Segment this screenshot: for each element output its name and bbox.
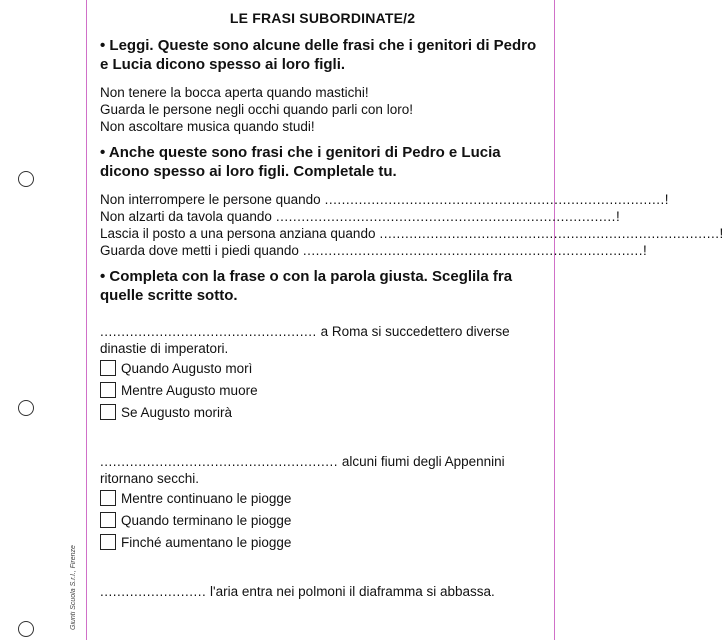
example-line: Guarda le persone negli occhi quando parli con loro! [100,102,413,117]
worksheet [100,0,723,600]
checkbox[interactable] [100,512,116,528]
fill-blank[interactable]: ................................................................................ [324,192,665,207]
checkbox[interactable] [100,404,116,420]
question-3: ......................... l'aria entra nei polmoni il diaframma si abbassa. [100,584,495,599]
instruction-2: • Anche queste sono frasi che i genitori di Pedro e Lucia dicono spesso ai loro figli. Completale tu. [100,144,501,180]
binder-hole-1 [18,171,34,187]
completion-line[interactable]: Lascia il posto a una persona anziana quando ................................................................................ ! [100,226,723,241]
completion-line[interactable]: Non interrompere le persone quando ................................................................................ ! [100,192,669,207]
instruction-3: • Completa con la frase o con la parola giusta. Sceglila fra quelle scritte sotto. [100,268,513,304]
question-2: ........................................................ alcuni fiumi degli Appennini ritornano secchi. [100,454,505,486]
fill-blank[interactable]: ........................................................ [100,454,339,469]
example-line: Non ascoltare musica quando studi! [100,119,315,134]
checkbox[interactable] [100,382,116,398]
fill-blank[interactable]: ................................................................................ [275,209,616,224]
options-2 [100,487,545,553]
example-sentences [100,84,545,135]
checkbox[interactable] [100,534,116,550]
option-checkbox-row[interactable]: Mentre continuano le piogge [100,487,545,509]
completion-line[interactable]: Non alzarti da tavola quando ................................................................................ ! [100,209,620,224]
instruction-1: • Leggi. Queste sono alcune delle frasi che i genitori di Pedro e Lucia dicono spesso ai loro figli. [100,37,537,73]
options-1 [100,357,545,423]
binder-hole-3 [18,621,34,637]
option-checkbox-row[interactable]: Quando terminano le piogge [100,509,545,531]
fill-blank[interactable]: ................................................... [100,324,317,339]
fill-blank[interactable]: ......................... [100,584,207,599]
binder-hole-2 [18,400,34,416]
fill-blank[interactable]: ................................................................................ [379,226,720,241]
publisher-credit: Giunti Scuola S.r.l., Firenze [70,545,77,630]
question-1: ................................................... a Roma si succedettero diverse dinastie di imperatori. [100,324,510,356]
fill-blank[interactable]: ................................................................................ [302,243,643,258]
page-title: LE FRASI SUBORDINATE/2 [229,10,416,26]
option-checkbox-row[interactable]: Quando Augusto morì [100,357,545,379]
option-checkbox-row[interactable]: Mentre Augusto muore [100,379,545,401]
completion-line[interactable]: Guarda dove metti i piedi quando ................................................................................ ! [100,243,647,258]
option-checkbox-row[interactable]: Se Augusto morirà [100,401,545,423]
example-line: Non tenere la bocca aperta quando mastichi! [100,85,369,100]
option-checkbox-row[interactable]: Finché aumentano le piogge [100,531,545,553]
checkbox[interactable] [100,360,116,376]
completion-lines [100,191,723,259]
checkbox[interactable] [100,490,116,506]
